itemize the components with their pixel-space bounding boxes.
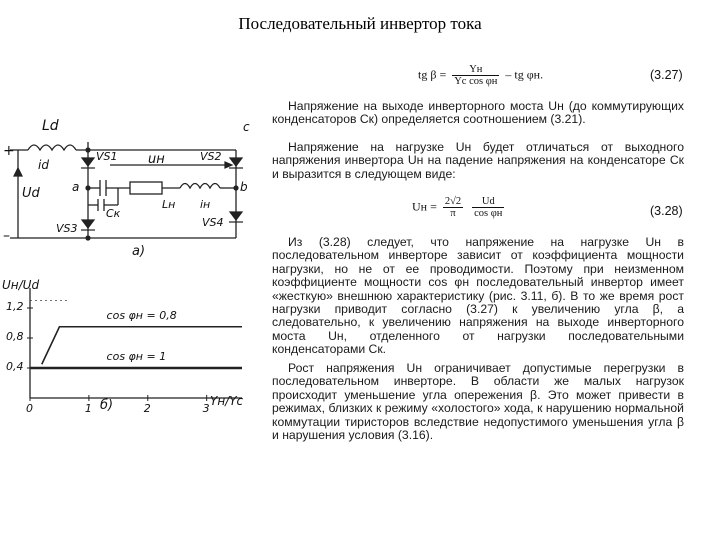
label-vs1: VS1 (96, 150, 118, 163)
x-tick-label: 3 (202, 402, 210, 415)
x-tick-label: 2 (143, 402, 151, 415)
paragraph-3-text: Из (3.28) следует, что напряжение на нагрузке Uн в последовательном инверторе зависит от коэффициента мощности нагрузки, но не от ее проводимости. Поэтому при неизменном коэффициенте мощности cos φн последовательный инвертор имеет «жесткую» внешнюю характеристику (рис. 3.11, б). В то же время рост нагрузки приводит согласно (3.27) к увеличению угла β, а следовательно, к увеличению напряжения на выходе инверторного моста Uн, отделенного от нагрузки последовательными конденсаторами Cк. (272, 235, 684, 357)
inductor-ln (180, 184, 220, 189)
circuit-caption: а) (132, 244, 146, 259)
series-label-cos-1: cos φн = 1 (106, 350, 167, 363)
eq328-number: (3.28) (650, 204, 683, 218)
label-un: uн (148, 152, 165, 167)
paragraph-1 (272, 100, 684, 127)
y-tick-label: 0,8 (6, 330, 24, 343)
eq328-coef (443, 196, 463, 219)
chart-caption: б) (100, 398, 114, 413)
eq327-den: Yс cos φн (454, 76, 498, 87)
chart-labels (0, 278, 260, 458)
y-tick-label: 0,4 (6, 360, 24, 373)
label-vs2: VS2 (200, 150, 222, 163)
inductor-ld (28, 145, 76, 150)
label-id: id (38, 158, 49, 172)
minus-terminal: – (3, 228, 10, 244)
paragraph-4-text: Рост напряжения Uн ограничивает допустимые перегрузки в последовательном инверторе. В области же малых нагрузок происходит уменьшение угла опережения β. Это может привести в режимах, близких к режиму «холостого» хода, к нарушению нормальной коммутации тиристоров вследствие недопустимого уменьшения угла β и нарушения условия (3.16). (272, 361, 684, 443)
equation-3-27 (418, 64, 543, 87)
eq328-num: Ud (472, 196, 504, 208)
label-ck: Cк (106, 207, 121, 220)
slide-title: Последовательный инвертор тока (238, 14, 482, 33)
label-vs3: VS3 (56, 222, 78, 235)
paragraph-2 (272, 141, 684, 181)
label-in: iн (200, 198, 211, 211)
label-ln: Lн (162, 198, 176, 211)
paragraph-2-text: Напряжение на нагрузке Uн будет отличаться от выходного напряжения инвертора Uн на падение напряжения на конденсаторе Cк и выразится в следующем виде: (272, 140, 684, 181)
x-tick-label: 1 (84, 402, 92, 415)
eq327-lhs: tg β = (418, 67, 447, 82)
paragraph-1-text: Напряжение на выходе инверторного моста Uн (до коммутирующих конденсаторов Cк) определяется соотношением (3.21). (272, 99, 684, 127)
eq328-coef-num: 2√2 (444, 196, 462, 207)
label-vs4: VS4 (202, 216, 224, 229)
eq327-fraction (452, 64, 499, 87)
x-axis-label: Yн/Yс (210, 394, 244, 408)
eq328-den: cos φн (474, 208, 503, 219)
label-ld: Ld (42, 118, 59, 134)
label-ud: Ud (22, 186, 40, 201)
eq328-fraction (472, 196, 504, 219)
paragraph-4 (272, 362, 684, 442)
eq327-num: Yн (452, 64, 499, 76)
x-tick-label: 0 (26, 402, 33, 415)
y-axis-label: Uн/Ud (2, 278, 40, 292)
eq328-coef-den: π (450, 208, 456, 219)
y-tick-label: 1,2 (6, 300, 24, 313)
load-resistor (130, 182, 162, 194)
plus-terminal: + (3, 143, 15, 159)
eq328-lhs: Uн = (412, 199, 437, 214)
eq327-rhs: – tg φн. (505, 67, 544, 82)
eq327-number: (3.27) (650, 68, 683, 82)
node-a: a (72, 180, 80, 194)
paragraph-3 (272, 236, 684, 357)
node-b: b (240, 180, 248, 194)
series-label-cos-08: cos φн = 0,8 (106, 308, 177, 322)
equation-3-28 (412, 196, 507, 219)
node-c: c (243, 120, 250, 134)
